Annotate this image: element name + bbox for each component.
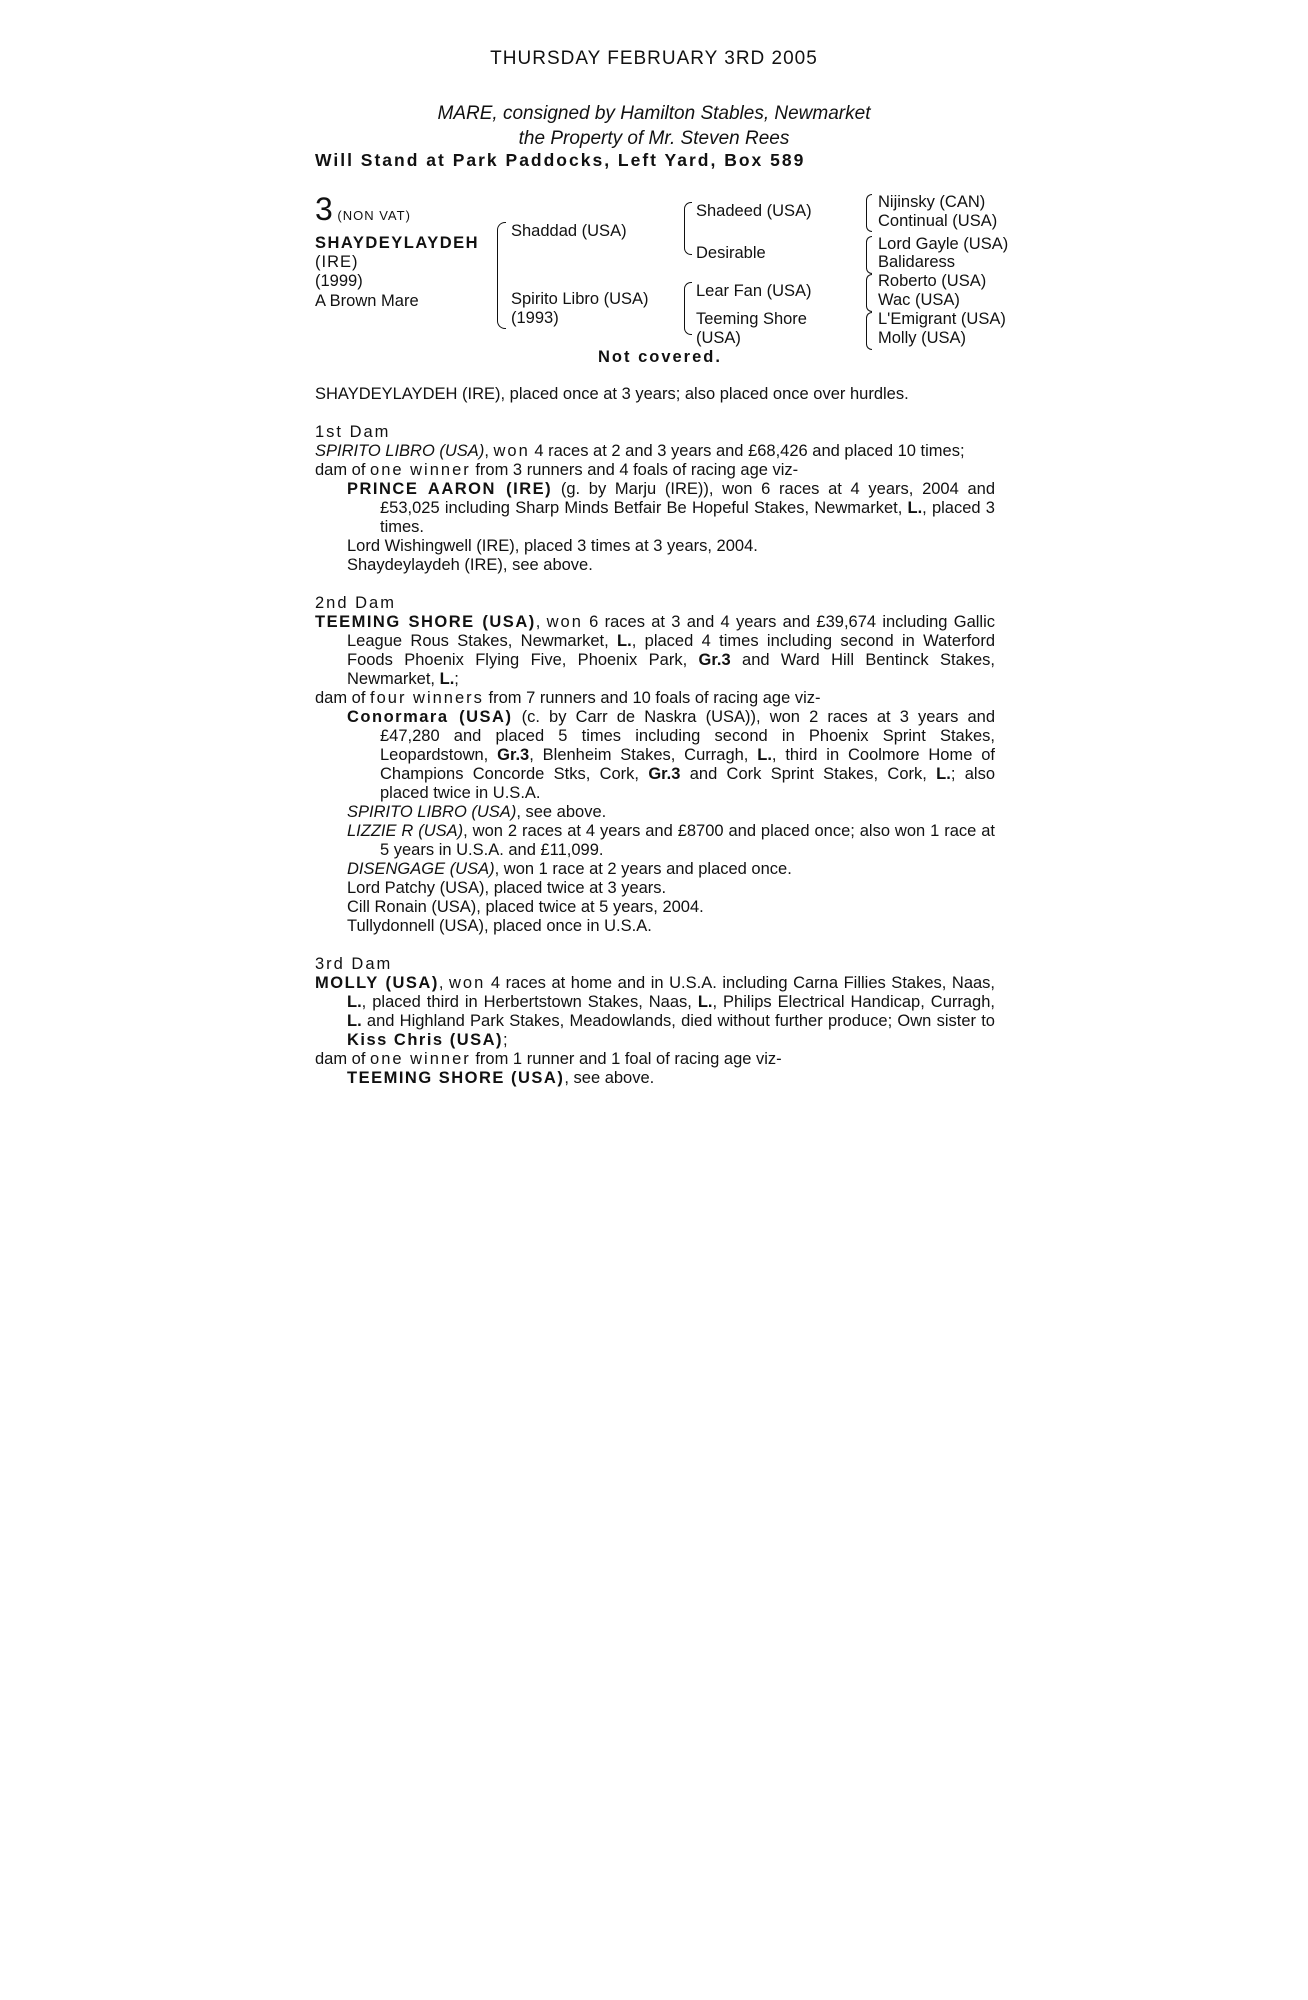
gen3-ancestor: Balidaress [878, 253, 956, 271]
sale-date: THURSDAY FEBRUARY 3RD 2005 [490, 48, 818, 69]
catalogue-body [315, 385, 995, 1088]
lot-info [315, 193, 411, 225]
consignment-line: MARE, consigned by Hamilton Stables, Newmarket [437, 103, 871, 124]
horse-description: A Brown Mare [315, 292, 419, 310]
dam2-produce-summary: dam of four winners from 7 runners and 10 foals of racing age viz- [315, 689, 821, 707]
pedigree-brace [866, 274, 872, 312]
gen3-ancestor: Roberto (USA) [878, 272, 987, 290]
produce-entry: Cill Ronain (USA), placed twice at 5 years, 2004. [347, 898, 704, 916]
produce-entry: Lord Patchy (USA), placed twice at 3 years. [347, 879, 667, 897]
pedigree-brace [497, 222, 506, 263]
vat-status: (NON VAT) [337, 208, 411, 223]
pedigree-brace [866, 194, 872, 232]
gen3-ancestor: Lord Gayle (USA) [878, 235, 1009, 253]
gen2-dam-dam: Teeming Shore [696, 310, 807, 328]
dam3-produce-summary: dam of one winner from 1 runner and 1 foal of racing age viz- [315, 1050, 782, 1068]
dam-name: Spirito Libro (USA) [511, 290, 649, 308]
produce-entry: Tullydonnell (USA), placed once in U.S.A. [347, 917, 652, 935]
dam3-record: MOLLY (USA), won 4 races at home and in U.S.A. including Carna Fillies Stakes, Naas, L., placed third in Herbertstown Stakes, Naas, L., Philips Electrical Handicap, Curragh, L. and Highland Park Stakes, Meadowlands, died without further produce; Own sister to Kiss Chris (USA); [315, 974, 996, 1049]
gen3-ancestor: Nijinsky (CAN) [878, 193, 986, 211]
dam3-heading: 3rd Dam [315, 955, 393, 973]
horse-year: (1999) [315, 272, 363, 290]
covering-status: Not covered. [598, 348, 722, 366]
pedigree-brace [866, 236, 872, 274]
pedigree-brace [684, 232, 692, 255]
dam-year: (1993) [511, 309, 559, 327]
gen3-ancestor: Wac (USA) [878, 291, 960, 309]
horse-country: (IRE) [315, 253, 359, 271]
gen3-ancestor: L'Emigrant (USA) [878, 310, 1006, 328]
produce-entry: PRINCE AARON (IRE) (g. by Marju (IRE)), won 6 races at 4 years, 2004 and £53,025 including Sharp Minds Betfair Be Hopeful Stakes, Newmarket, L., placed 3 times. [347, 480, 996, 536]
gen2-dam-sire: Lear Fan (USA) [696, 282, 812, 300]
pedigree-brace [866, 312, 872, 350]
produce-entry: Shaydeylaydeh (IRE), see above. [347, 556, 593, 574]
lot-number: 3 [315, 191, 333, 227]
produce-entry: Lord Wishingwell (IRE), placed 3 times at 3 years, 2004. [347, 537, 758, 555]
dam2-heading: 2nd Dam [315, 594, 396, 612]
dam1-produce-summary: dam of one winner from 3 runners and 4 foals of racing age viz- [315, 461, 799, 479]
dam1-record: SPIRITO LIBRO (USA), won 4 races at 2 and 3 years and £68,426 and placed 10 times; [315, 442, 965, 460]
dam1-heading: 1st Dam [315, 423, 391, 441]
pedigree-brace [684, 202, 692, 233]
produce-entry: DISENGAGE (USA), won 1 race at 2 years and placed once. [347, 860, 792, 878]
produce-entry: SPIRITO LIBRO (USA), see above. [347, 803, 607, 821]
pedigree-brace [497, 272, 506, 329]
property-line: the Property of Mr. Steven Rees [518, 128, 790, 149]
dam1-name: SPIRITO LIBRO (USA) [315, 442, 485, 460]
gen2-sire-sire: Shadeed (USA) [696, 202, 812, 220]
gen2-sire-dam: Desirable [696, 244, 766, 262]
gen3-ancestor: Continual (USA) [878, 212, 998, 230]
produce-entry: TEEMING SHORE (USA), see above. [347, 1069, 655, 1087]
gen3-ancestor: Molly (USA) [878, 329, 967, 347]
produce-entry: Conormara (USA) (c. by Carr de Naskra (USA)), won 2 races at 3 years and £47,280 and placed 5 times including second in Phoenix Sprint Stakes, Leopardstown, Gr.3, Blenheim Stakes, Curragh, L., third in Coolmore Home of Champions Concorde Stks, Cork, Gr.3 and Cork Sprint Stakes, Cork, L.; also placed twice in U.S.A. [347, 708, 996, 802]
horse-name: SHAYDEYLAYDEH [315, 234, 480, 252]
dam2-record: TEEMING SHORE (USA), won 6 races at 3 and 4 years and £39,674 including Gallic League Rous Stakes, Newmarket, L., placed 4 times including second in Waterford Foods Phoenix Flying Five, Phoenix Park, Gr.3 and Ward Hill Bentinck Stakes, Newmarket, L.; [315, 613, 996, 688]
produce-entry: LIZZIE R (USA), won 2 races at 4 years and £8700 and placed once; also won 1 race at 5 years in U.S.A. and £11,099. [347, 822, 995, 859]
stand-location: Will Stand at Park Paddocks, Left Yard, Box 589 [315, 150, 806, 170]
horse-summary: SHAYDEYLAYDEH (IRE), placed once at 3 years; also placed once over hurdles. [315, 385, 909, 403]
pedigree-brace [684, 312, 692, 335]
gen2-dam-dam-country: (USA) [696, 329, 741, 347]
sire-name: Shaddad (USA) [511, 222, 627, 240]
pedigree-brace [684, 282, 692, 313]
